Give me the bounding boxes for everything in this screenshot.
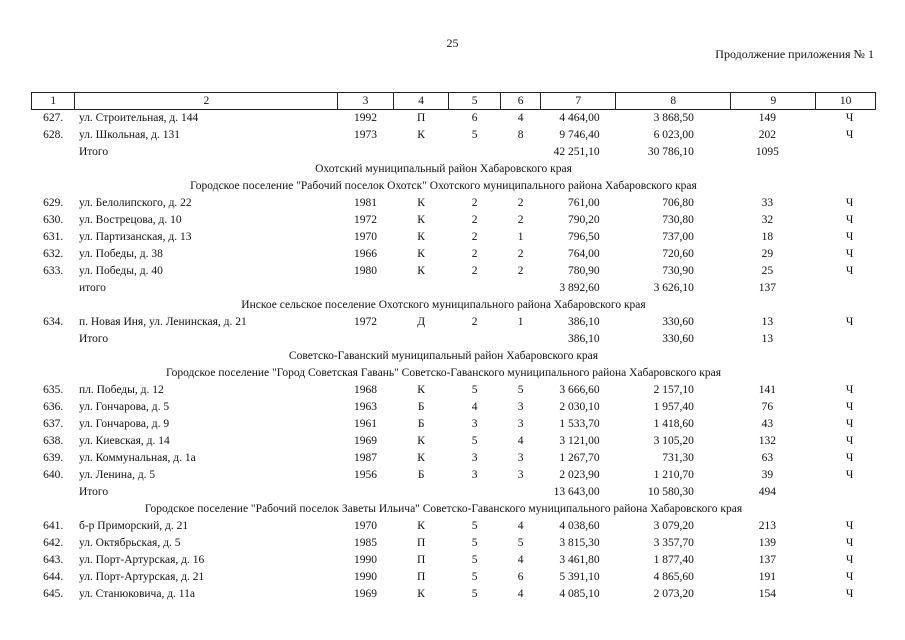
subtotal-row [32, 484, 876, 501]
empty-cell [816, 331, 876, 348]
living-area-cell: 10 580,30 [647, 486, 694, 498]
floors-cell: 2 [471, 265, 478, 277]
residents-cell: 154 [758, 588, 776, 600]
entrances-cell: 4 [517, 520, 524, 532]
wall-material-cell: Б [417, 469, 425, 481]
year-cell: 1981 [354, 197, 378, 209]
residents-cell: 139 [758, 537, 776, 549]
living-area-cell: 3 626,10 [653, 282, 694, 294]
entrances-cell: 5 [517, 537, 524, 549]
total-area-cell: 4 085,10 [559, 588, 600, 600]
section-heading-row [32, 348, 876, 365]
mark-cell: Ч [845, 588, 854, 600]
address-cell: пл. Победы, д. 12 [78, 384, 164, 396]
year-cell: 1972 [354, 316, 378, 328]
mark-cell: Ч [845, 248, 854, 260]
table-row [32, 467, 876, 484]
row-number: 628. [43, 129, 64, 141]
floors-cell: 5 [471, 537, 478, 549]
year-cell: 1985 [354, 537, 378, 549]
table-row [32, 212, 876, 229]
living-area-cell: 3 868,50 [653, 112, 694, 124]
floors-cell: 5 [471, 384, 478, 396]
living-area-cell: 330,60 [662, 333, 694, 345]
entrances-cell: 1 [517, 316, 524, 328]
row-number: 635. [43, 384, 64, 396]
residents-cell: 32 [761, 214, 774, 226]
empty-cell [338, 144, 541, 161]
address-cell: п. Новая Иня, ул. Ленинская, д. 21 [78, 316, 247, 328]
living-area-cell: 3 357,70 [653, 537, 694, 549]
address-cell: ул. Порт-Артурская, д. 16 [78, 554, 205, 566]
row-number: 636. [43, 401, 64, 413]
section-heading: Охотский муниципальный район Хабаровского края [315, 163, 572, 175]
mark-cell: Ч [845, 418, 854, 430]
empty-cell [32, 331, 75, 348]
column-number-1: 1 [32, 93, 75, 110]
floors-cell: 5 [471, 554, 478, 566]
residents-cell: 63 [761, 452, 774, 464]
column-number-6: 6 [500, 93, 540, 110]
total-area-cell: 2 023,90 [559, 469, 600, 481]
total-area-cell: 790,20 [568, 214, 600, 226]
section-heading-row [32, 178, 876, 195]
year-cell: 1966 [354, 248, 378, 260]
column-number-8: 8 [616, 93, 731, 110]
row-number: 641. [43, 520, 64, 532]
column-number-2: 2 [75, 93, 338, 110]
wall-material-cell: П [416, 571, 426, 583]
year-cell: 1992 [354, 112, 378, 124]
wall-material-cell: К [417, 452, 425, 464]
empty-cell [816, 144, 876, 161]
residents-cell: 132 [758, 435, 776, 447]
table-row [32, 433, 876, 450]
living-area-cell: 730,90 [662, 265, 694, 277]
floors-cell: 2 [471, 231, 478, 243]
wall-material-cell: Д [417, 316, 426, 328]
entrances-cell: 3 [517, 452, 524, 464]
row-number: 632. [43, 248, 64, 260]
mark-cell: Ч [845, 537, 854, 549]
floors-cell: 4 [471, 401, 478, 413]
residents-cell: 1095 [755, 146, 779, 158]
mark-cell: Ч [845, 112, 854, 124]
table-row [32, 399, 876, 416]
row-number: 642. [43, 537, 64, 549]
total-area-cell: 3 666,60 [559, 384, 600, 396]
wall-material-cell: К [417, 435, 425, 447]
empty-cell [816, 280, 876, 297]
section-heading: Городское поселение "Город Советская Гавань" Советско-Гаванского муниципального района Хабаровского края [165, 367, 722, 379]
living-area-cell: 737,00 [662, 231, 694, 243]
residents-cell: 137 [758, 282, 776, 294]
wall-material-cell: К [417, 384, 425, 396]
table-row [32, 586, 876, 603]
empty-cell [32, 144, 75, 161]
mark-cell: Ч [845, 520, 854, 532]
wall-material-cell: К [417, 248, 425, 260]
row-number: 639. [43, 452, 64, 464]
continuation-note: Продолжение приложения № 1 [715, 47, 874, 61]
address-cell: ул. Белолипского, д. 22 [78, 197, 192, 209]
empty-cell [338, 280, 541, 297]
wall-material-cell: П [416, 554, 426, 566]
living-area-cell: 30 786,10 [647, 146, 694, 158]
year-cell: 1973 [354, 129, 378, 141]
entrances-cell: 6 [517, 571, 524, 583]
residents-cell: 18 [761, 231, 774, 243]
table-row [32, 229, 876, 246]
living-area-cell: 720,60 [662, 248, 694, 260]
total-area-cell: 3 121,00 [559, 435, 600, 447]
residents-cell: 202 [758, 129, 776, 141]
mark-cell: Ч [845, 129, 854, 141]
row-number: 643. [43, 554, 64, 566]
living-area-cell: 706,80 [662, 197, 694, 209]
wall-material-cell: Б [417, 401, 425, 413]
total-area-cell: 764,00 [568, 248, 600, 260]
wall-material-cell: Б [417, 418, 425, 430]
wall-material-cell: К [417, 197, 425, 209]
table-row [32, 450, 876, 467]
row-number: 633. [43, 265, 64, 277]
living-area-cell: 1 418,60 [653, 418, 694, 430]
page-number: 25 [446, 36, 459, 50]
year-cell: 1990 [354, 554, 378, 566]
residents-cell: 33 [761, 197, 774, 209]
floors-cell: 5 [471, 520, 478, 532]
row-number: 637. [43, 418, 64, 430]
table-row [32, 518, 876, 535]
residents-cell: 29 [761, 248, 774, 260]
table-row [32, 195, 876, 212]
entrances-cell: 5 [517, 384, 524, 396]
section-heading-row [32, 365, 876, 382]
empty-cell [32, 280, 75, 297]
mark-cell: Ч [845, 435, 854, 447]
row-number: 630. [43, 214, 64, 226]
table-row [32, 552, 876, 569]
row-number: 631. [43, 231, 64, 243]
address-cell: ул. Вострецова, д. 10 [78, 214, 182, 226]
residents-cell: 149 [758, 112, 776, 124]
column-number-7: 7 [541, 93, 616, 110]
column-number-5: 5 [449, 93, 501, 110]
row-number: 645. [43, 588, 64, 600]
table-row [32, 416, 876, 433]
address-cell: ул. Строительная, д. 144 [78, 112, 199, 124]
address-cell: ул. Партизанская, д. 13 [78, 231, 192, 243]
row-number: 627. [43, 112, 64, 124]
wall-material-cell: К [417, 265, 425, 277]
subtotal-label: итого [78, 282, 106, 294]
section-heading: Советско-Гаванский муниципальный район Хабаровского края [288, 350, 599, 362]
mark-cell: Ч [845, 554, 854, 566]
section-heading: Инское сельское поселение Охотского муниципального района Хабаровского края [241, 299, 646, 311]
year-cell: 1969 [354, 435, 378, 447]
year-cell: 1987 [354, 452, 378, 464]
address-cell: ул. Киевская, д. 14 [78, 435, 170, 447]
table-row [32, 246, 876, 263]
year-cell: 1963 [354, 401, 378, 413]
wall-material-cell: К [417, 520, 425, 532]
year-cell: 1961 [354, 418, 378, 430]
total-area-cell: 4 038,60 [559, 520, 600, 532]
address-cell: ул. Станюковича, д. 11а [78, 588, 195, 600]
address-cell: ул. Октябрьская, д. 5 [78, 537, 181, 549]
total-area-cell: 5 391,10 [559, 571, 600, 583]
wall-material-cell: К [417, 214, 425, 226]
total-area-cell: 1 267,70 [559, 452, 600, 464]
empty-cell [338, 331, 541, 348]
residents-cell: 76 [761, 401, 774, 413]
year-cell: 1990 [354, 571, 378, 583]
entrances-cell: 2 [517, 214, 524, 226]
residents-cell: 13 [761, 333, 774, 345]
row-number: 638. [43, 435, 64, 447]
residents-cell: 494 [758, 486, 776, 498]
residents-cell: 39 [761, 469, 774, 481]
column-number-header-row [32, 93, 876, 110]
floors-cell: 5 [471, 571, 478, 583]
row-number: 629. [43, 197, 64, 209]
living-area-cell: 2 073,20 [653, 588, 694, 600]
residents-cell: 191 [758, 571, 776, 583]
housing-register-table [31, 92, 876, 603]
total-area-cell: 9 746,40 [559, 129, 600, 141]
address-cell: ул. Победы, д. 38 [78, 248, 163, 260]
empty-cell [338, 484, 541, 501]
table-row [32, 263, 876, 280]
year-cell: 1970 [354, 231, 378, 243]
floors-cell: 2 [471, 214, 478, 226]
living-area-cell: 330,60 [662, 316, 694, 328]
mark-cell: Ч [845, 452, 854, 464]
floors-cell: 2 [471, 316, 478, 328]
table-row [32, 569, 876, 586]
total-area-cell: 761,00 [568, 197, 600, 209]
section-heading: Городское поселение "Рабочий поселок Охотск" Охотского муниципального района Хабаровского края [190, 180, 697, 192]
mark-cell: Ч [845, 469, 854, 481]
column-number-4: 4 [393, 93, 449, 110]
subtotal-row [32, 280, 876, 297]
floors-cell: 2 [471, 197, 478, 209]
wall-material-cell: К [417, 231, 425, 243]
living-area-cell: 730,80 [662, 214, 694, 226]
entrances-cell: 2 [517, 197, 524, 209]
living-area-cell: 731,30 [662, 452, 694, 464]
mark-cell: Ч [845, 316, 854, 328]
address-cell: ул. Победы, д. 40 [78, 265, 163, 277]
total-area-cell: 796,50 [568, 231, 600, 243]
total-area-cell: 3 892,60 [559, 282, 600, 294]
subtotal-label: Итого [78, 486, 109, 498]
living-area-cell: 1 957,40 [653, 401, 694, 413]
subtotal-row [32, 331, 876, 348]
mark-cell: Ч [845, 265, 854, 277]
floors-cell: 6 [471, 112, 478, 124]
floors-cell: 5 [471, 435, 478, 447]
floors-cell: 3 [471, 469, 478, 481]
mark-cell: Ч [845, 197, 854, 209]
wall-material-cell: П [416, 537, 426, 549]
subtotal-label: Итого [78, 333, 109, 345]
mark-cell: Ч [845, 401, 854, 413]
residents-cell: 137 [758, 554, 776, 566]
section-heading-row [32, 297, 876, 314]
total-area-cell: 2 030,10 [559, 401, 600, 413]
entrances-cell: 3 [517, 418, 524, 430]
column-number-10: 10 [816, 93, 876, 110]
residents-cell: 43 [761, 418, 774, 430]
address-cell: б-р Приморский, д. 21 [78, 520, 189, 532]
year-cell: 1969 [354, 588, 378, 600]
total-area-cell: 386,10 [568, 333, 600, 345]
mark-cell: Ч [845, 214, 854, 226]
column-number-3: 3 [338, 93, 394, 110]
total-area-cell: 4 464,00 [559, 112, 600, 124]
row-number: 644. [43, 571, 64, 583]
total-area-cell: 42 251,10 [553, 146, 600, 158]
mark-cell: Ч [845, 384, 854, 396]
floors-cell: 3 [471, 452, 478, 464]
entrances-cell: 3 [517, 401, 524, 413]
wall-material-cell: К [417, 129, 425, 141]
residents-cell: 141 [758, 384, 776, 396]
subtotal-label: Итого [78, 146, 109, 158]
row-number: 634. [43, 316, 64, 328]
total-area-cell: 386,10 [568, 316, 600, 328]
year-cell: 1980 [354, 265, 378, 277]
residents-cell: 213 [758, 520, 776, 532]
address-cell: ул. Коммунальная, д. 1а [78, 452, 196, 464]
living-area-cell: 6 023,00 [653, 129, 694, 141]
entrances-cell: 4 [517, 554, 524, 566]
wall-material-cell: К [417, 588, 425, 600]
living-area-cell: 1 877,40 [653, 554, 694, 566]
subtotal-row [32, 144, 876, 161]
floors-cell: 5 [471, 588, 478, 600]
living-area-cell: 3 105,20 [653, 435, 694, 447]
table-row [32, 535, 876, 552]
address-cell: ул. Порт-Артурская, д. 21 [78, 571, 205, 583]
section-heading: Городское поселение "Рабочий поселок Заветы Ильича" Советско-Гаванского муниципального района Хабаровского края [144, 503, 743, 515]
residents-cell: 25 [761, 265, 774, 277]
year-cell: 1970 [354, 520, 378, 532]
total-area-cell: 1 533,70 [559, 418, 600, 430]
year-cell: 1956 [354, 469, 378, 481]
total-area-cell: 3 815,30 [559, 537, 600, 549]
entrances-cell: 1 [517, 231, 524, 243]
mark-cell: Ч [845, 231, 854, 243]
total-area-cell: 3 461,80 [559, 554, 600, 566]
entrances-cell: 8 [517, 129, 524, 141]
living-area-cell: 4 865,60 [653, 571, 694, 583]
table-row [32, 110, 876, 128]
section-heading-row [32, 501, 876, 518]
address-cell: ул. Ленина, д. 5 [78, 469, 156, 481]
empty-cell [816, 484, 876, 501]
floors-cell: 3 [471, 418, 478, 430]
wall-material-cell: П [416, 112, 426, 124]
table-row [32, 127, 876, 144]
living-area-cell: 2 157,10 [653, 384, 694, 396]
entrances-cell: 4 [517, 435, 524, 447]
empty-cell [32, 484, 75, 501]
living-area-cell: 3 079,20 [653, 520, 694, 532]
year-cell: 1968 [354, 384, 378, 396]
entrances-cell: 2 [517, 248, 524, 260]
total-area-cell: 13 643,00 [553, 486, 600, 498]
floors-cell: 2 [471, 248, 478, 260]
entrances-cell: 4 [517, 112, 524, 124]
row-number: 640. [43, 469, 64, 481]
entrances-cell: 3 [517, 469, 524, 481]
address-cell: ул. Школьная, д. 131 [78, 129, 181, 141]
residents-cell: 13 [761, 316, 774, 328]
section-heading-row [32, 161, 876, 178]
total-area-cell: 780,90 [568, 265, 600, 277]
address-cell: ул. Гончарова, д. 5 [78, 401, 170, 413]
column-number-9: 9 [731, 93, 816, 110]
year-cell: 1972 [354, 214, 378, 226]
table-row [32, 382, 876, 399]
entrances-cell: 4 [517, 588, 524, 600]
address-cell: ул. Гончарова, д. 9 [78, 418, 170, 430]
table-row [32, 314, 876, 331]
floors-cell: 5 [471, 129, 478, 141]
mark-cell: Ч [845, 571, 854, 583]
entrances-cell: 2 [517, 265, 524, 277]
living-area-cell: 1 210,70 [653, 469, 694, 481]
